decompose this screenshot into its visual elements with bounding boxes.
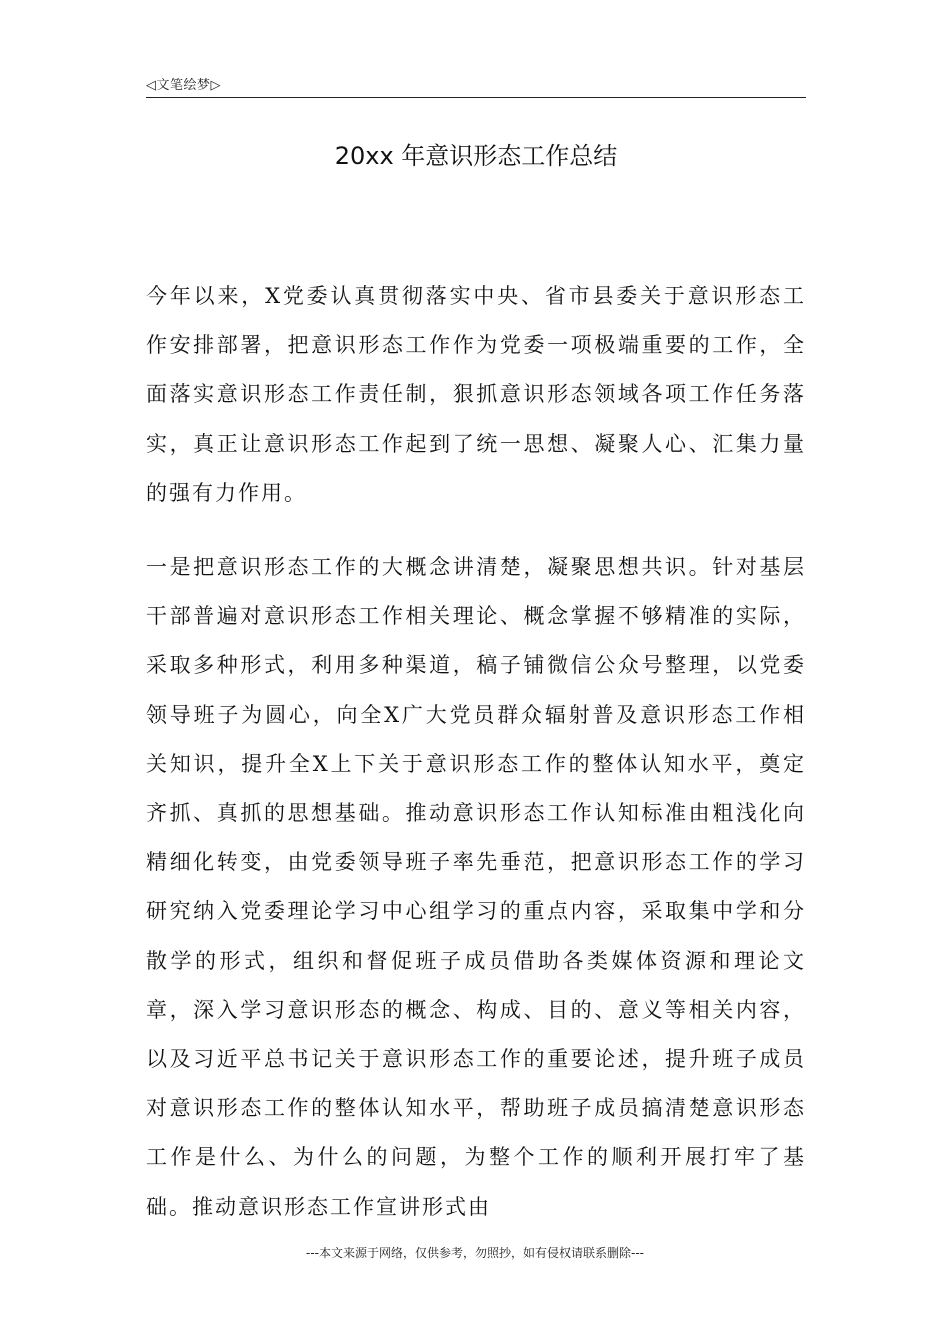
footer-disclaimer: ---本文来源于网络，仅供参考，勿照抄，如有侵权请联系删除---: [306, 1246, 644, 1260]
header-mark: ◁文笔绘梦▷: [146, 78, 221, 93]
document-title: 20xx 年意识形态工作总结: [334, 142, 618, 170]
paragraph-intro: 今年以来，X党委认真贯彻落实中央、省市县委关于意识形态工作安排部署，把意识形态工作作为党委一项极端重要的工作，全面落实意识形态工作责任制，狠抓意识形态领域各项工作任务落实，真正让意识形态工作起到了统一思想、凝聚人心、汇集力量的强有力作用。: [146, 284, 806, 505]
paragraph-point-one: 一是把意识形态工作的大概念讲清楚，凝聚思想共识。针对基层干部普遍对意识形态工作相关理论、概念掌握不够精准的实际，采取多种形式，利用多种渠道，稿子铺微信公众号整理，以党委领导班子为圆心，向全X广大党员群众辐射普及意识形态工作相关知识，提升全X上下关于意识形态工作的整体认知水平，奠定齐抓、真抓的思想基础。推动意识形态工作认知标准由粗浅化向精细化转变，由党委领导班子率先垂范，把意识形态工作的学习研究纳入党委理论学习中心组学习的重点内容，采取集中学和分散学的形式，组织和督促班子成员借助各类媒体资源和理论文章，深入学习意识形态的概念、构成、目的、意义等相关内容，以及习近平总书记关于意识形态工作的重要论述，提升班子成员对意识形态工作的整体认知水平，帮助班子成员搞清楚意识形态工作是什么、为什么的问题，为整个工作的顺利开展打牢了基础。推动意识形态工作宣讲形式由: [146, 555, 806, 1219]
header-rule: [146, 97, 806, 98]
